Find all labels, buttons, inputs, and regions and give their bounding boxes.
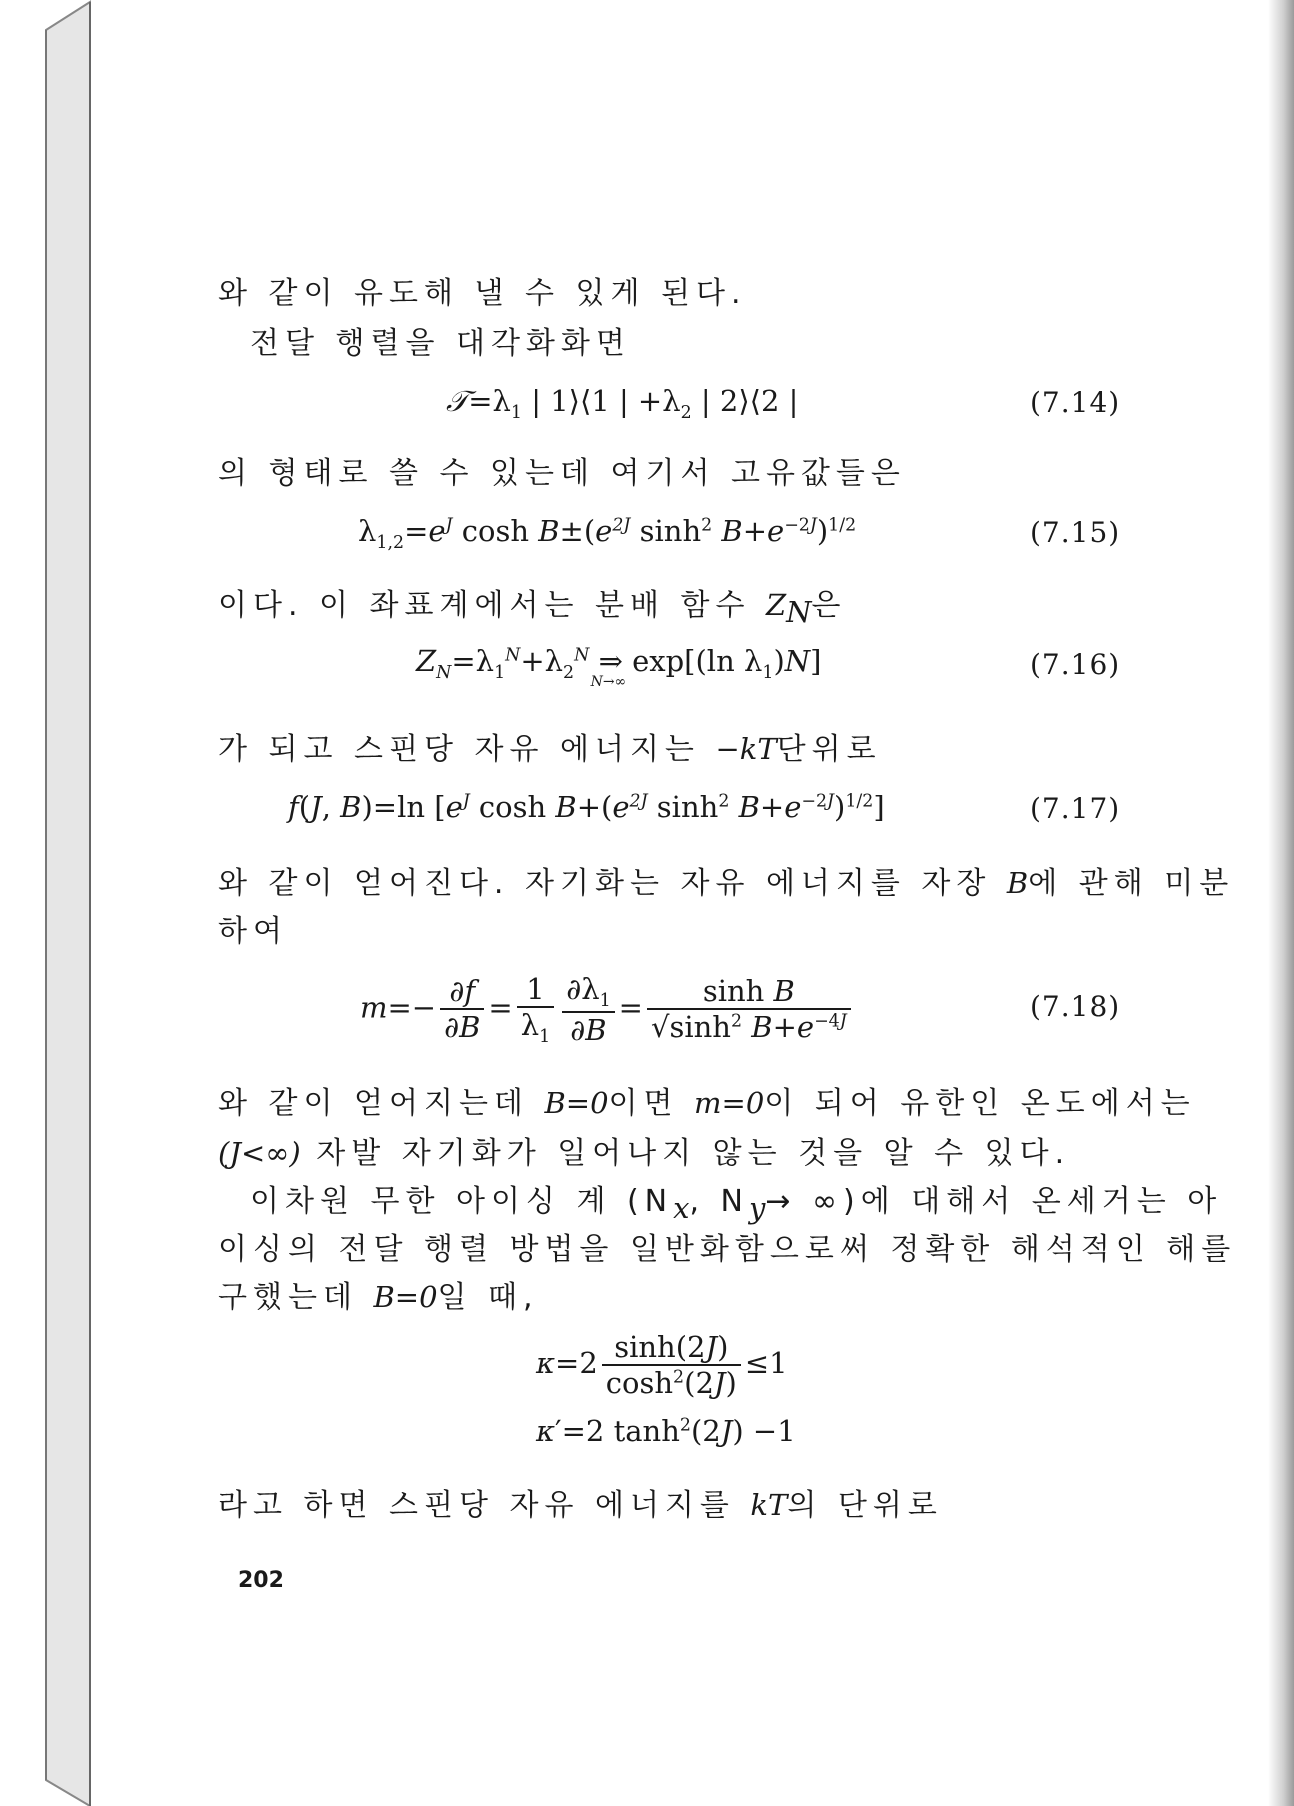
text: 가 되고 스핀당 자유 에너지는 (218, 732, 716, 767)
paragraph-line (250, 1176, 1222, 1225)
paragraph-line (218, 1078, 1196, 1122)
text: 의 형태로 쓸 수 있는데 여기서 고유값들은 (218, 456, 906, 491)
text: 자발 자기화가 일어나지 않는 것을 알 수 있다. (300, 1136, 1071, 1171)
inline-math: m=0 (694, 1086, 765, 1120)
inline-math: Z (765, 588, 787, 622)
equation-7-17: f(J, B)=ln [$e^J$ $\cosh B+(e^{2J}$ $\sinh^2 B+e^{-2J})^{1/2}$] (288, 790, 885, 824)
page-edge-shadow (1268, 0, 1294, 1806)
text: 와 같이 유도해 낼 수 있게 된다. (218, 276, 747, 311)
subscript: y (749, 1191, 766, 1225)
paragraph-line (218, 448, 906, 492)
text: → ∞)에 대해서 온세거는 아 (765, 1184, 1223, 1219)
inline-math-subscript: N (786, 595, 812, 629)
paragraph-line (218, 580, 846, 629)
text: 구했는데 (218, 1280, 374, 1315)
text: 이차원 무한 아이싱 계 (N (250, 1184, 674, 1219)
text: 의 단위로 (787, 1488, 943, 1523)
paragraph-line (250, 318, 631, 362)
text: , N (689, 1184, 749, 1219)
inline-math: B=0 (544, 1086, 609, 1120)
equation-7-15: $\lambda_{1,2}=e^J$ $\cosh B\pm(e^{2J}$ $\sinh^2 B+e^{-2J})^{1/2}$ (358, 514, 857, 553)
equation-number: (7.14) (1030, 386, 1121, 419)
paragraph-line (218, 1480, 943, 1524)
paragraph-line (218, 724, 882, 768)
inline-math: B=0 (373, 1280, 438, 1314)
text: 이 되어 유한인 온도에서는 (764, 1086, 1196, 1121)
subscript: x (673, 1191, 690, 1225)
text: 전달 행렬을 대각화화면 (250, 326, 631, 361)
equation-7-18: m=− $\frac{\partial f}{\partial B}$ = $\frac{1}{\lambda_1}$ $\frac{\partial\lambda_1}{\partial B}$ = $\frac{\text{sinh B}}{√\sinh^2 B+e^{-4J}}$ (360, 972, 855, 1047)
text: 이다. 이 좌표계에서는 분배 함수 (218, 588, 766, 623)
paragraph-line (218, 1224, 1236, 1268)
paragraph-line (218, 1272, 539, 1316)
equation-7-16: $Z_N=\lambda_1^N+\lambda_2^N$ ⇒ N→∞ exp[(ln $\lambda_1)N$] (416, 644, 822, 690)
inline-math: B (1006, 866, 1029, 900)
inline-math: −kT (715, 732, 777, 766)
equation-number: (7.18) (1030, 990, 1121, 1023)
equation-kappa-prime: κ′=2 $\tanh^2(2J) -1$ (536, 1414, 796, 1448)
paragraph-line (218, 906, 288, 950)
text: 에 관해 미분 (1028, 866, 1235, 901)
inline-math: (J<∞) (218, 1136, 301, 1170)
text: 하여 (218, 914, 288, 949)
text: 와 같이 얻어진다. 자기화는 자유 에너지를 자장 (218, 866, 1007, 901)
paragraph-line (218, 1128, 1070, 1172)
equation-7-14: $𝒯=\lambda_1$ | 1⟩⟨1 | $+\lambda_2$ | 2⟩⟨2 | (446, 384, 799, 423)
equation-kappa: κ=2 $\frac{\sinh(2J)}{\cosh^2(2J)}$ ≤1 (536, 1330, 788, 1400)
paragraph-line (218, 268, 747, 312)
inline-math: kT (750, 1488, 788, 1522)
text: 이면 (608, 1086, 695, 1121)
text: 은 (811, 588, 847, 623)
text: 단위로 (776, 732, 882, 767)
page-number: 202 (238, 1568, 284, 1593)
text: 일 때, (437, 1280, 539, 1315)
paragraph-line (218, 858, 1234, 902)
text: 라고 하면 스핀당 자유 에너지를 (218, 1488, 751, 1523)
equation-number: (7.15) (1030, 516, 1121, 549)
text: 이싱의 전달 행렬 방법을 일반화함으로써 정확한 해석적인 해를 (218, 1232, 1237, 1267)
equation-number: (7.16) (1030, 648, 1121, 681)
equation-number: (7.17) (1030, 792, 1121, 825)
text: 와 같이 얻어지는데 (218, 1086, 545, 1121)
